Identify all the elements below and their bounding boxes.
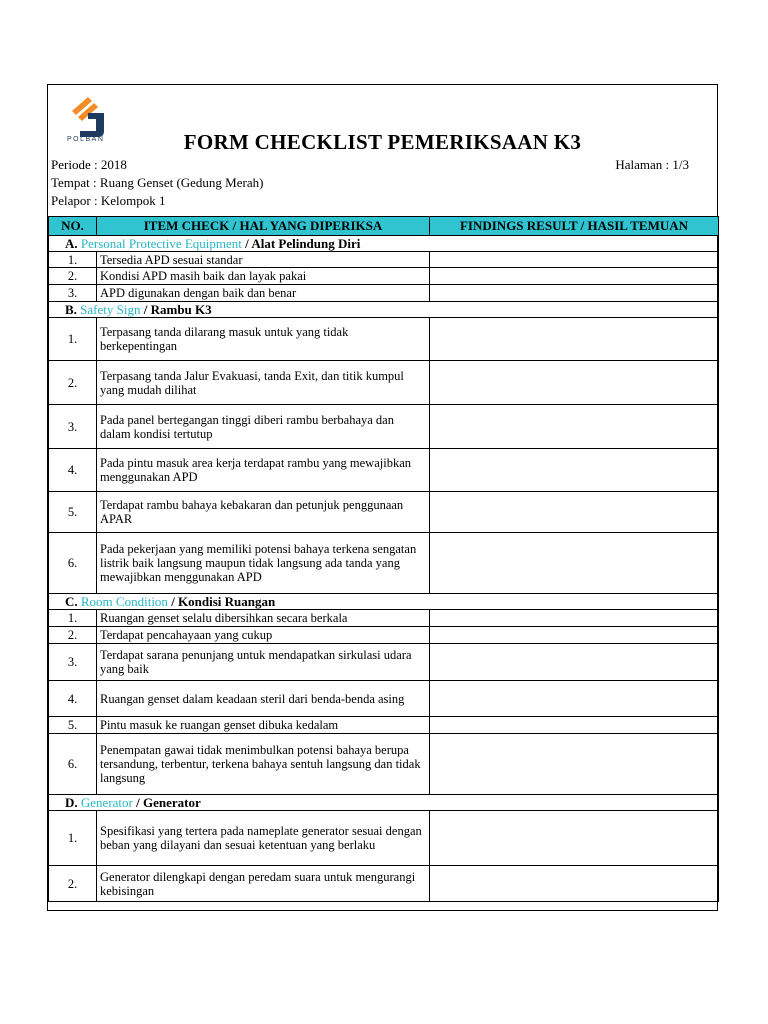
table-body (49, 236, 719, 902)
section-letter: B. (65, 301, 77, 317)
section-english-title: Safety Sign (80, 301, 141, 317)
table-row (49, 866, 719, 902)
item-number: 1. (49, 610, 97, 627)
section-title (49, 236, 719, 252)
section-indonesian-title: / Kondisi Ruangan (167, 593, 276, 609)
findings-result-cell[interactable] (430, 405, 719, 449)
section-english-title: Generator (80, 794, 133, 810)
findings-result-cell[interactable] (430, 268, 719, 285)
page-title: FORM CHECKLIST PEMERIKSAAN K3 (183, 130, 582, 154)
section-english-title: Room Condition (80, 593, 168, 609)
findings-result-cell[interactable] (430, 285, 719, 302)
table-row (49, 734, 719, 795)
findings-result-cell[interactable] (430, 492, 719, 533)
item-check-text: Kondisi APD masih baik dan layak pakai (97, 268, 430, 285)
item-check-text: Terdapat sarana penunjang untuk mendapatkan sirkulasi udara yang baik (97, 644, 430, 681)
table-row (49, 268, 719, 285)
tempat-field: Tempat : Ruang Genset (Gedung Merah) (51, 175, 264, 190)
item-number: 6. (49, 734, 97, 795)
section-row (49, 795, 719, 811)
item-check-text: Pada pekerjaan yang memiliki potensi bahaya terkena sengatan listrik baik langsung maupun tidak langsung ada tanda yang mewajibkan menggunakan APD (97, 533, 430, 594)
checklist-sheet (47, 84, 718, 911)
findings-result-cell[interactable] (430, 866, 719, 902)
item-number: 1. (49, 318, 97, 361)
item-check-text: Penempatan gawai tidak menimbulkan potensi bahaya berupa tersandung, terbentur, terkena bahaya sentuh langsung dan tidak langsung (97, 734, 430, 795)
findings-result-cell[interactable] (430, 449, 719, 492)
table-row (49, 285, 719, 302)
item-check-text: Terdapat rambu bahaya kebakaran dan petunjuk penggunaan APAR (97, 492, 430, 533)
item-check-text: Tersedia APD sesuai standar (97, 252, 430, 268)
item-number: 3. (49, 644, 97, 681)
table-row (49, 318, 719, 361)
item-check-text: Pada pintu masuk area kerja terdapat rambu yang mewajibkan menggunakan APD (97, 449, 430, 492)
section-row (49, 302, 719, 318)
section-title (49, 302, 719, 318)
item-check-text: Pintu masuk ke ruangan genset dibuka kedalam (97, 717, 430, 734)
findings-result-cell[interactable] (430, 361, 719, 405)
findings-result-cell[interactable] (430, 252, 719, 268)
pelapor-field: Pelapor : Kelompok 1 (51, 193, 166, 208)
findings-result-cell[interactable] (430, 627, 719, 644)
findings-result-cell[interactable] (430, 318, 719, 361)
section-letter: C. (65, 593, 78, 609)
findings-result-cell[interactable] (430, 734, 719, 795)
item-check-text: Pada panel bertegangan tinggi diberi rambu berbahaya dan dalam kondisi tertutup (97, 405, 430, 449)
item-number: 1. (49, 811, 97, 866)
item-number: 5. (49, 717, 97, 734)
item-check-text: Generator dilengkapi dengan peredam suara untuk mengurangi kebisingan (97, 866, 430, 902)
table-row (49, 681, 719, 717)
item-check-text: Ruangan genset dalam keadaan steril dari benda-benda asing (97, 681, 430, 717)
periode-field: Periode : 2018 (51, 157, 127, 172)
section-letter: D. (65, 794, 78, 810)
table-row (49, 252, 719, 268)
item-number: 5. (49, 492, 97, 533)
findings-result-cell[interactable] (430, 717, 719, 734)
item-number: 1. (49, 252, 97, 268)
table-row (49, 449, 719, 492)
table-row (49, 627, 719, 644)
checklist-table (48, 216, 719, 902)
item-check-text: APD digunakan dengan baik dan benar (97, 285, 430, 302)
findings-result-cell[interactable] (430, 811, 719, 866)
item-check-text: Terdapat pencahayaan yang cukup (97, 627, 430, 644)
findings-result-cell[interactable] (430, 610, 719, 627)
item-number: 2. (49, 627, 97, 644)
findings-result-cell[interactable] (430, 644, 719, 681)
section-row (49, 594, 719, 610)
section-letter: A. (65, 235, 78, 251)
table-row (49, 492, 719, 533)
section-title (49, 795, 719, 811)
header-item-check: ITEM CHECK / HAL YANG DIPERIKSA (97, 217, 430, 236)
table-row (49, 717, 719, 734)
table-row (49, 644, 719, 681)
item-number: 2. (49, 866, 97, 902)
table-row (49, 405, 719, 449)
item-number: 6. (49, 533, 97, 594)
item-number: 2. (49, 268, 97, 285)
findings-result-cell[interactable] (430, 533, 719, 594)
logo-text: POLBAN (67, 136, 105, 143)
table-row (49, 361, 719, 405)
halaman-field: Halaman : 1/3 (615, 157, 689, 172)
item-check-text: Terpasang tanda Jalur Evakuasi, tanda Exit, dan titik kumpul yang mudah dilihat (97, 361, 430, 405)
item-number: 4. (49, 681, 97, 717)
table-row (49, 811, 719, 866)
item-check-text: Spesifikasi yang tertera pada nameplate generator sesuai dengan beban yang dilayani dan sesuai ketentuan yang berlaku (97, 811, 430, 866)
header-findings: FINDINGS RESULT / HASIL TEMUAN (430, 217, 719, 236)
section-row (49, 236, 719, 252)
findings-result-cell[interactable] (430, 681, 719, 717)
table-row (49, 610, 719, 627)
section-indonesian-title: / Alat Pelindung Diri (241, 235, 361, 251)
header-no: NO. (49, 217, 97, 236)
section-title (49, 594, 719, 610)
table-header-row (49, 217, 719, 236)
item-check-text: Ruangan genset selalu dibersihkan secara berkala (97, 610, 430, 627)
item-number: 2. (49, 361, 97, 405)
item-number: 4. (49, 449, 97, 492)
item-check-text: Terpasang tanda dilarang masuk untuk yang tidak berkepentingan (97, 318, 430, 361)
section-english-title: Personal Protective Equipment (80, 235, 242, 251)
section-indonesian-title: / Generator (132, 794, 201, 810)
item-number: 3. (49, 405, 97, 449)
item-number: 3. (49, 285, 97, 302)
table-row (49, 533, 719, 594)
section-indonesian-title: / Rambu K3 (140, 301, 212, 317)
